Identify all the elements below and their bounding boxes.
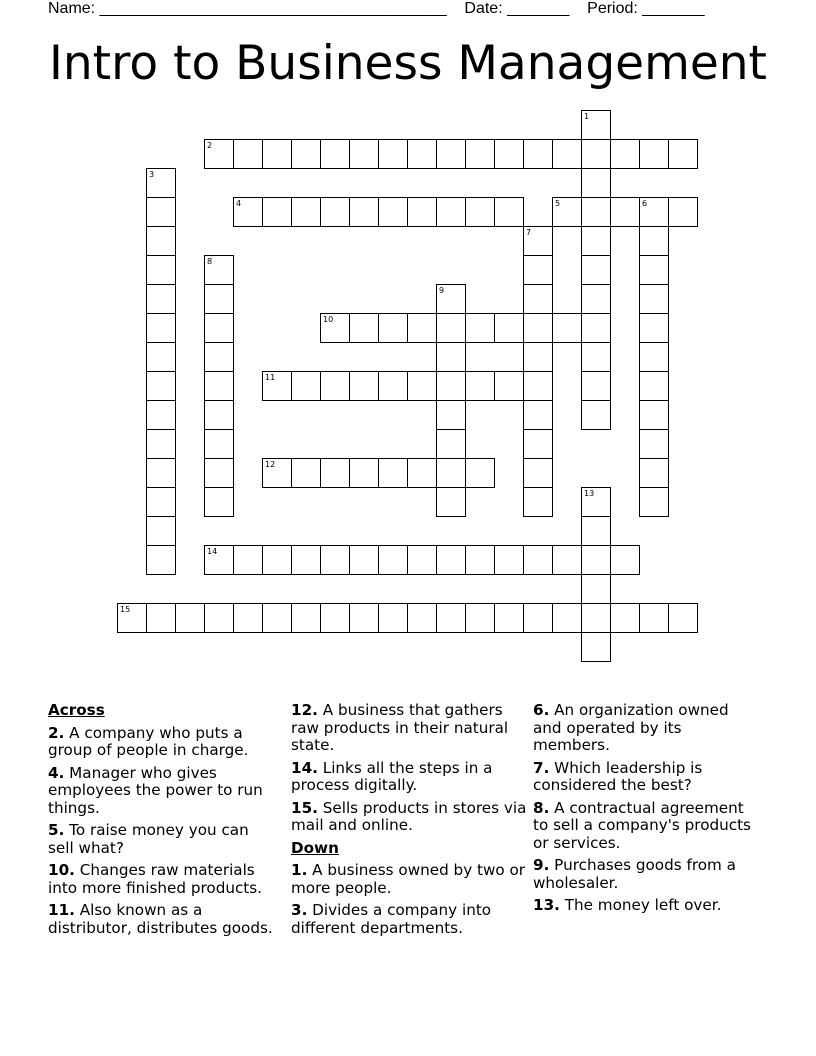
crossword-cell[interactable] [204,458,234,488]
clue-down-3: 3. Divides a company into different departments. [291,901,492,937]
crossword-cell[interactable] [349,458,379,488]
crossword-cell[interactable] [436,545,466,575]
crossword-cell[interactable] [378,458,408,488]
student-info-line: Name: _______________________________________ Date: _______ Period: _______ [48,0,705,17]
crossword-cell[interactable] [233,545,263,575]
crossword-cell[interactable] [465,371,495,401]
crossword-cell[interactable] [552,197,582,227]
clue-number: 4 [236,199,242,208]
crossword-cell[interactable] [523,545,553,575]
crossword-cell[interactable] [523,342,553,372]
crossword-cell[interactable] [349,197,379,227]
clue-number: 12 [265,460,276,469]
crossword-cell[interactable] [494,371,524,401]
crossword-cell[interactable] [378,197,408,227]
crossword-cell[interactable] [581,574,611,604]
crossword-cell[interactable] [436,400,466,430]
crossword-cell[interactable] [407,139,437,169]
clue-number: 7 [526,228,532,237]
crossword-cell[interactable] [233,139,263,169]
crossword-cell[interactable] [146,400,176,430]
crossword-cell[interactable] [320,313,350,343]
crossword-cell[interactable] [204,139,234,169]
crossword-cell[interactable] [291,197,321,227]
crossword-cell[interactable] [204,284,234,314]
crossword-cell[interactable] [523,487,553,517]
crossword-cell[interactable] [262,371,292,401]
crossword-cell[interactable] [465,458,495,488]
crossword-cell[interactable] [262,139,292,169]
crossword-cell[interactable] [581,284,611,314]
crossword-cell[interactable] [320,603,350,633]
clue-down-1: 1. A business owned by two or more people. [291,861,526,897]
clue-across-14: 14. Links all the steps in a process digitally. [291,758,493,794]
clues-column-3 [533,702,758,920]
crossword-cell[interactable] [581,168,611,198]
crossword-cell[interactable] [639,255,669,285]
crossword-cell[interactable] [204,487,234,517]
crossword-cell[interactable] [523,400,553,430]
clue-number: 6 [642,199,648,208]
crossword-cell[interactable] [436,313,466,343]
crossword-cell[interactable] [465,545,495,575]
clue-down-13: 13. The money left over. [533,896,722,914]
clue-number: 2 [207,141,213,150]
crossword-cell[interactable] [465,197,495,227]
crossword-cell[interactable] [581,197,611,227]
crossword-cell[interactable] [552,313,582,343]
crossword-cell[interactable] [204,429,234,459]
crossword-cell[interactable] [639,284,669,314]
clue-down-8: 8. A contractual agreement to sell a company's products or services. [533,798,751,852]
crossword-cell[interactable] [494,545,524,575]
crossword-cell[interactable] [523,139,553,169]
crossword-cell[interactable] [146,197,176,227]
crossword-cell[interactable] [610,603,640,633]
crossword-cell[interactable] [146,458,176,488]
crossword-cell[interactable] [204,342,234,372]
crossword-cell[interactable] [552,545,582,575]
crossword-cell[interactable] [581,313,611,343]
crossword-cell[interactable] [262,197,292,227]
crossword-cell[interactable] [291,371,321,401]
down-heading: Down [291,838,339,857]
crossword-cell[interactable] [581,545,611,575]
worksheet-title: Intro to Business Management [49,36,767,91]
clue-number: 10 [323,315,334,324]
crossword-cell[interactable] [146,371,176,401]
crossword-cell[interactable] [494,603,524,633]
crossword-cell[interactable] [639,487,669,517]
crossword-cell[interactable] [146,313,176,343]
crossword-cell[interactable] [291,458,321,488]
across-heading: Across [48,701,105,719]
crossword-cell[interactable] [581,632,611,662]
crossword-cell[interactable] [349,371,379,401]
crossword-cell[interactable] [639,313,669,343]
crossword-cell[interactable] [494,313,524,343]
crossword-cell[interactable] [146,603,176,633]
crossword-cell[interactable] [523,429,553,459]
crossword-cell[interactable] [552,603,582,633]
clue-across-15: 15. Sells products in stores via mail and online. [291,798,527,834]
crossword-cell[interactable] [320,458,350,488]
crossword-cell[interactable] [523,226,553,256]
crossword-cell[interactable] [146,545,176,575]
clue-number: 1 [584,112,590,121]
clue-across-4: 4. Manager who gives employees the power to run things. [48,763,263,817]
crossword-cell[interactable] [233,197,263,227]
crossword-cell[interactable] [523,603,553,633]
clue-down-6: 6. An organization owned and operated by its members. [533,701,729,754]
crossword-cell[interactable] [117,603,147,633]
crossword-cell[interactable] [436,429,466,459]
crossword-cell[interactable] [610,197,640,227]
crossword-cell[interactable] [204,400,234,430]
clues-column-1 [48,702,278,942]
crossword-cell[interactable] [436,603,466,633]
crossword-cell[interactable] [349,139,379,169]
crossword-cell[interactable] [465,139,495,169]
crossword-cell[interactable] [407,197,437,227]
crossword-cell[interactable] [581,516,611,546]
crossword-cell[interactable] [523,284,553,314]
crossword-cell[interactable] [146,226,176,256]
crossword-cell[interactable] [436,458,466,488]
crossword-cell[interactable] [146,487,176,517]
crossword-cell[interactable] [291,603,321,633]
crossword-cell[interactable] [262,545,292,575]
crossword-cell[interactable] [262,458,292,488]
crossword-cell[interactable] [581,110,611,140]
crossword-cell[interactable] [610,545,640,575]
clue-across-5: 5. To raise money you can sell what? [48,821,249,857]
crossword-cell[interactable] [233,603,263,633]
clue-number: 9 [439,286,445,295]
crossword-cell[interactable] [494,139,524,169]
crossword-cell[interactable] [146,284,176,314]
crossword-cell[interactable] [407,603,437,633]
crossword-cell[interactable] [581,342,611,372]
crossword-cell[interactable] [581,487,611,517]
crossword-cell[interactable] [320,139,350,169]
crossword-cell[interactable] [581,226,611,256]
crossword-cell[interactable] [581,139,611,169]
crossword-cell[interactable] [436,487,466,517]
crossword-cell[interactable] [581,371,611,401]
crossword-cell[interactable] [436,284,466,314]
crossword-cell[interactable] [465,603,495,633]
crossword-cell[interactable] [204,603,234,633]
crossword-cell[interactable] [523,458,553,488]
crossword-cell[interactable] [639,226,669,256]
crossword-cell[interactable] [668,139,698,169]
clue-down-9: 9. Purchases goods from a wholesaler. [533,856,736,892]
clue-number: 5 [555,199,561,208]
crossword-cell[interactable] [320,197,350,227]
crossword-cell[interactable] [378,545,408,575]
crossword-cell[interactable] [204,255,234,285]
crossword-cell[interactable] [291,545,321,575]
crossword-cell[interactable] [668,197,698,227]
crossword-cell[interactable] [639,197,669,227]
crossword-cell[interactable] [320,545,350,575]
clue-across-12: 12. A business that gathers raw products in their natural state. [291,701,509,754]
crossword-cell[interactable] [436,139,466,169]
crossword-cell[interactable] [465,313,495,343]
crossword-cell[interactable] [639,429,669,459]
crossword-cell[interactable] [204,545,234,575]
crossword-cell[interactable] [407,313,437,343]
crossword-cell[interactable] [204,371,234,401]
crossword-cell[interactable] [146,255,176,285]
crossword-cell[interactable] [639,139,669,169]
crossword-cell[interactable] [581,255,611,285]
clue-number: 15 [120,605,131,614]
crossword-cell[interactable] [523,371,553,401]
crossword-cell[interactable] [610,139,640,169]
crossword-cell[interactable] [320,371,350,401]
crossword-cell[interactable] [581,400,611,430]
crossword-cell[interactable] [378,139,408,169]
crossword-cell[interactable] [639,603,669,633]
clue-number: 3 [149,170,155,179]
clue-number: 14 [207,547,218,556]
crossword-cell[interactable] [407,371,437,401]
crossword-cell[interactable] [146,516,176,546]
crossword-cell[interactable] [349,603,379,633]
crossword-cell[interactable] [262,603,292,633]
crossword-cell[interactable] [639,458,669,488]
crossword-cell[interactable] [378,603,408,633]
crossword-cell[interactable] [378,371,408,401]
crossword-cell[interactable] [494,197,524,227]
clue-down-7: 7. Which leadership is considered the best? [533,758,703,794]
clue-number: 8 [207,257,213,266]
crossword-cell[interactable] [349,313,379,343]
crossword-cell[interactable] [146,429,176,459]
crossword-cell[interactable] [436,197,466,227]
crossword-cell[interactable] [407,545,437,575]
crossword-cell[interactable] [639,342,669,372]
crossword-cell[interactable] [378,313,408,343]
crossword-cell[interactable] [175,603,205,633]
crossword-cell[interactable] [523,313,553,343]
crossword-cell[interactable] [668,603,698,633]
clue-number: 13 [584,489,595,498]
crossword-cell[interactable] [639,371,669,401]
crossword-cell[interactable] [523,255,553,285]
crossword-cell[interactable] [436,342,466,372]
crossword-cell[interactable] [349,545,379,575]
clue-across-10: 10. Changes raw materials into more finished products. [48,861,263,897]
crossword-cell[interactable] [639,400,669,430]
clue-across-11: 11. Also known as a distributor, distributes goods. [48,901,273,937]
crossword-cell[interactable] [204,313,234,343]
crossword-cell[interactable] [552,139,582,169]
crossword-cell[interactable] [291,139,321,169]
crossword-cell[interactable] [146,168,176,198]
crossword-cell[interactable] [146,342,176,372]
crossword-cell[interactable] [407,458,437,488]
clue-across-2: 2. A company who puts a group of people in charge. [48,723,249,759]
crossword-cell[interactable] [436,371,466,401]
clues-column-2 [291,702,527,942]
crossword-cell[interactable] [581,603,611,633]
clue-number: 11 [265,373,276,382]
